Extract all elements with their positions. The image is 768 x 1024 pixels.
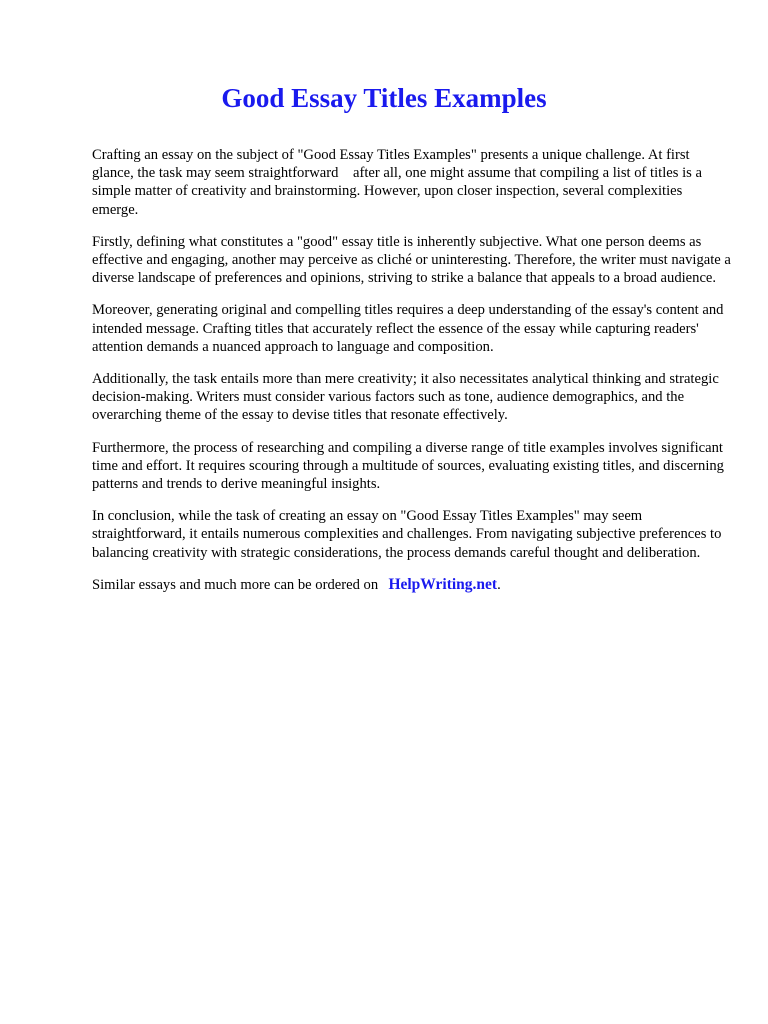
paragraph-intro: Crafting an essay on the subject of "Good Essay Titles Examples" presents a unique challenge. At first glance, the task may seem straightforward after all, one might assume that compiling a list of titles is a simple matter of creativity and brainstorming. However, upon closer inspection, several complexities emerge. bbox=[92, 147, 706, 218]
paragraph-conclusion: In conclusion, while the task of creating an essay on "Good Essay Titles Examples" may seem straightforward, it entails numerous complexities and challenges. From navigating subjective preferences to balancing creativity with strategic considerations, the process demands careful thought and deliberation. bbox=[92, 508, 722, 561]
closing-punctuation: . bbox=[497, 576, 501, 593]
document-title: Good Essay Titles Examples bbox=[221, 83, 547, 113]
helpwriting-link[interactable]: HelpWriting.net bbox=[388, 575, 498, 593]
paragraph-analysis: Additionally, the task entails more than mere creativity; it also necessitates analytical thinking and strategic decision-making. Writers must consider various factors such as tone, audience demographics, and the overarching theme of the essay to devise titles that resonate effectively. bbox=[92, 371, 719, 424]
closing-line bbox=[92, 576, 732, 594]
document-body bbox=[92, 146, 732, 594]
closing-text: Similar essays and much more can be ordered on bbox=[92, 576, 379, 593]
paragraph-subjectivity: Firstly, defining what constitutes a "good" essay title is inherently subjective. What one person deems as effective and engaging, another may perceive as cliché or uninteresting. Therefore, the writer must navigate a diverse landscape of preferences and opinions, striving to strike a balance that appeals to a broad audience. bbox=[92, 233, 731, 287]
paragraph-research: Furthermore, the process of researching and compiling a diverse range of title examples involves significant time and effort. It requires scouring through a multitude of sources, evaluating existing titles, and discerning patterns and trends to derive meaningful insights. bbox=[92, 439, 724, 493]
paragraph-originality: Moreover, generating original and compelling titles requires a deep understanding of the essay's content and intended message. Crafting titles that accurately reflect the essence of the essay while capturing readers' attention demands a nuanced approach to language and composition. bbox=[92, 302, 724, 355]
